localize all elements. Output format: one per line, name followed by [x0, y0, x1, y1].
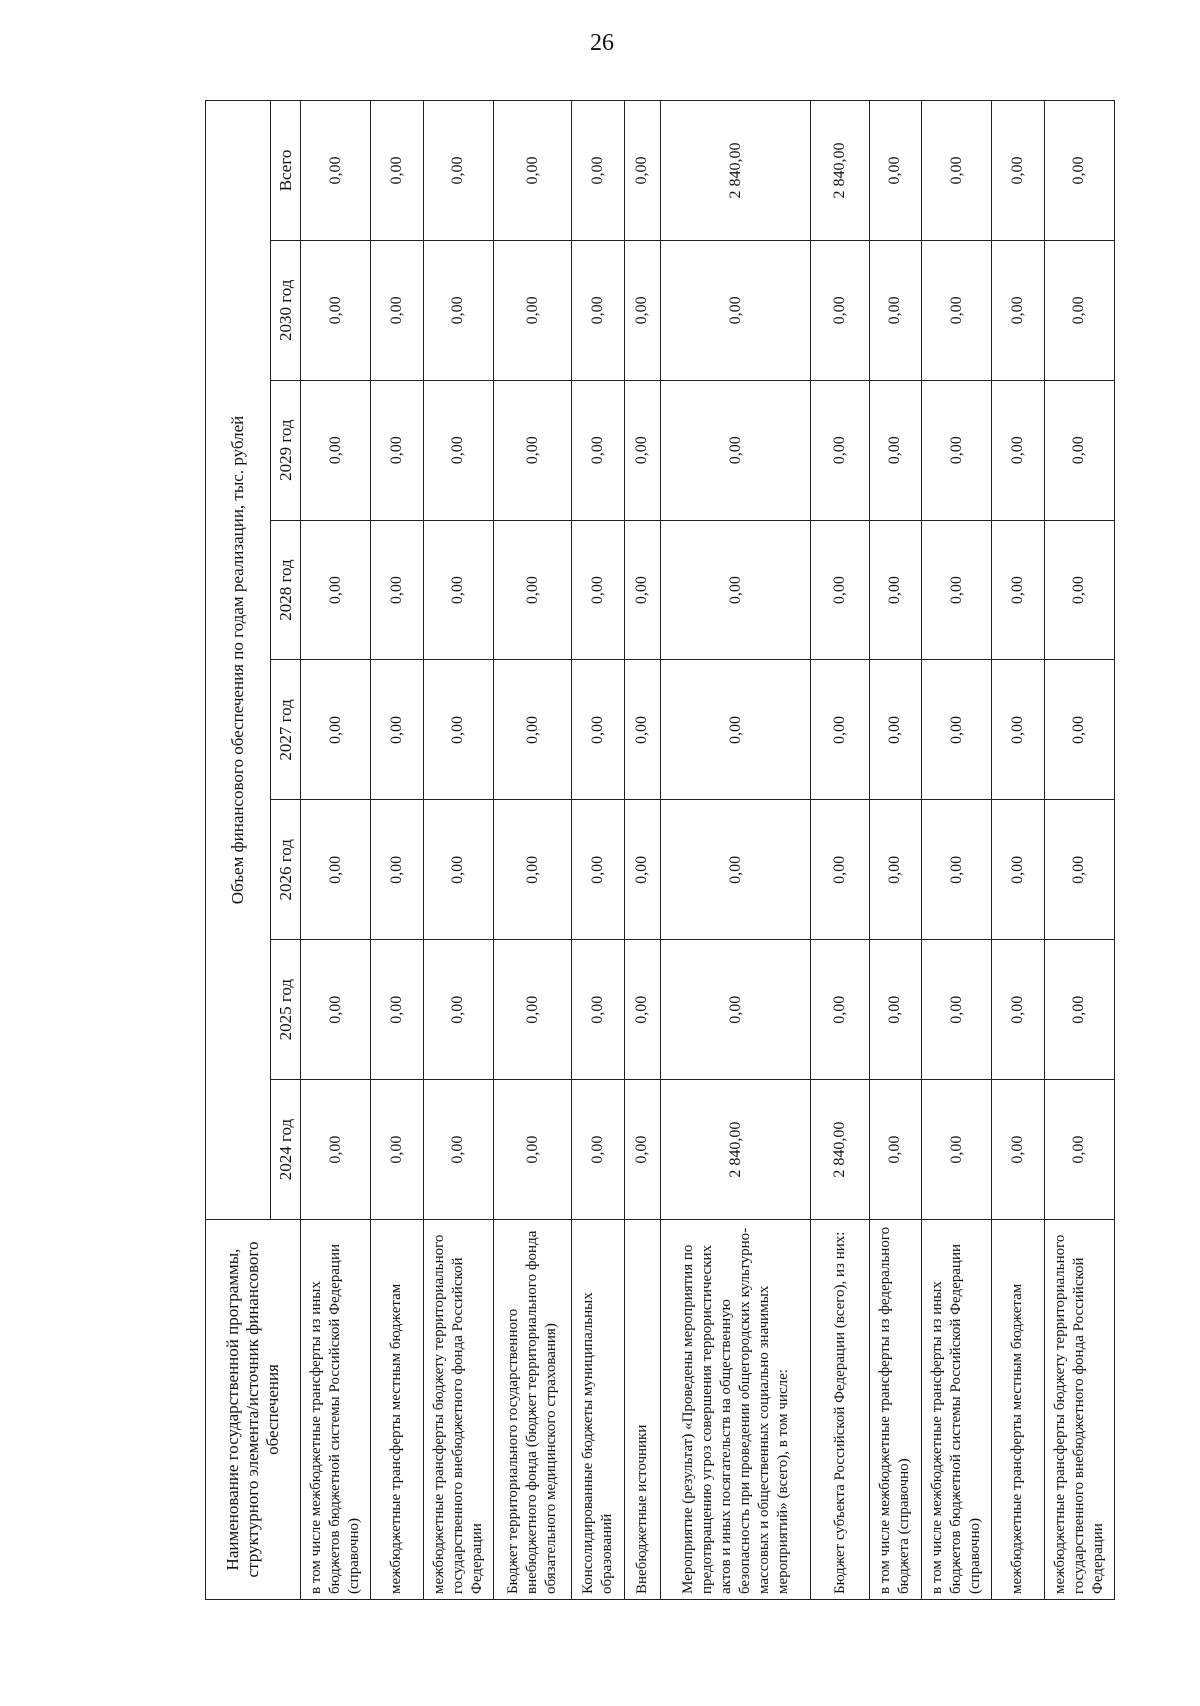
value-cell: 0,00: [992, 1080, 1044, 1220]
row-name-cell: Бюджет субъекта Российской Федерации (всего), из них:: [811, 1220, 869, 1600]
value-cell: 0,00: [301, 1080, 371, 1220]
value-cell: 0,00: [301, 800, 371, 940]
value-cell: 0,00: [371, 101, 423, 241]
value-cell: 0,00: [992, 101, 1044, 241]
table-row: [811, 101, 869, 1600]
value-cell: 0,00: [301, 940, 371, 1080]
value-cell: 0,00: [301, 520, 371, 660]
header-name-cell: Наименование государственной программы, структурного элемента/источник финансового обеспечения: [206, 1220, 301, 1600]
year-header-4: 2028 год: [271, 520, 301, 660]
table-row: [869, 101, 921, 1600]
value-cell: 0,00: [493, 240, 571, 380]
value-cell: 0,00: [423, 660, 493, 800]
value-cell: 0,00: [423, 101, 493, 241]
value-cell: 0,00: [624, 940, 660, 1080]
value-cell: 0,00: [869, 940, 921, 1080]
value-cell: 0,00: [1044, 380, 1114, 520]
value-cell: 0,00: [371, 940, 423, 1080]
value-cell: 0,00: [869, 800, 921, 940]
value-cell: 0,00: [992, 380, 1044, 520]
value-cell: 0,00: [922, 380, 992, 520]
value-cell: 0,00: [922, 101, 992, 241]
value-cell: 0,00: [572, 101, 624, 241]
value-cell: 0,00: [992, 520, 1044, 660]
value-cell: 0,00: [992, 660, 1044, 800]
row-name-cell: в том числе межбюджетные трансферты из иных бюджетов бюджетной системы Российской Федерации (справочно): [922, 1220, 992, 1600]
value-cell: 0,00: [572, 380, 624, 520]
value-cell: 0,00: [493, 660, 571, 800]
table-row: [371, 101, 423, 1600]
value-cell: 0,00: [301, 101, 371, 241]
value-cell: 0,00: [922, 800, 992, 940]
header-group-cell: Объем финансового обеспечения по годам реализации, тыс. рублей: [206, 101, 271, 1220]
value-cell: 0,00: [371, 520, 423, 660]
value-cell: 0,00: [371, 1080, 423, 1220]
value-cell: 0,00: [423, 800, 493, 940]
value-cell: 0,00: [1044, 1080, 1114, 1220]
table-row: [624, 101, 660, 1600]
row-name-cell: межбюджетные трансферты бюджету территориального государственного внебюджетного фонда Российской Федерации: [1044, 1220, 1114, 1600]
value-cell: 0,00: [1044, 240, 1114, 380]
value-cell: 0,00: [423, 520, 493, 660]
value-cell: 0,00: [1044, 800, 1114, 940]
value-cell: 0,00: [811, 520, 869, 660]
value-cell: 0,00: [1044, 101, 1114, 241]
value-cell: 2 840,00: [811, 1080, 869, 1220]
value-cell: 0,00: [811, 660, 869, 800]
value-cell: 0,00: [624, 800, 660, 940]
row-name-cell: Консолидированные бюджеты муниципальных образований: [572, 1220, 624, 1600]
value-cell: 0,00: [423, 940, 493, 1080]
value-cell: 2 840,00: [660, 101, 811, 241]
value-cell: 0,00: [992, 940, 1044, 1080]
year-header-6: 2030 год: [271, 240, 301, 380]
value-cell: 2 840,00: [660, 1080, 811, 1220]
value-cell: 0,00: [660, 800, 811, 940]
table-row: [660, 101, 811, 1600]
table-row: [493, 101, 571, 1600]
value-cell: 0,00: [624, 380, 660, 520]
value-cell: 0,00: [572, 800, 624, 940]
value-cell: 0,00: [660, 240, 811, 380]
value-cell: 0,00: [572, 940, 624, 1080]
value-cell: 0,00: [493, 101, 571, 241]
table-row: [301, 101, 371, 1600]
value-cell: 0,00: [371, 800, 423, 940]
table-row: [1044, 101, 1114, 1600]
value-cell: 0,00: [922, 660, 992, 800]
table-row: [423, 101, 493, 1600]
value-cell: 0,00: [992, 240, 1044, 380]
financing-table: [205, 100, 1115, 1600]
value-cell: 0,00: [301, 660, 371, 800]
value-cell: 0,00: [371, 240, 423, 380]
value-cell: 0,00: [423, 1080, 493, 1220]
value-cell: 0,00: [869, 101, 921, 241]
year-header-2: 2026 год: [271, 800, 301, 940]
value-cell: 0,00: [660, 940, 811, 1080]
value-cell: 0,00: [992, 800, 1044, 940]
year-header-5: 2029 год: [271, 380, 301, 520]
value-cell: 0,00: [660, 520, 811, 660]
value-cell: 0,00: [572, 520, 624, 660]
table-row: [922, 101, 992, 1600]
value-cell: 0,00: [922, 520, 992, 660]
value-cell: 2 840,00: [811, 101, 869, 241]
value-cell: 0,00: [371, 660, 423, 800]
row-name-cell: Бюджет территориального государственного внебюджетного фонда (бюджет территориального фонда обязательного медицинского страхования): [493, 1220, 571, 1600]
value-cell: 0,00: [922, 240, 992, 380]
row-name-cell: в том числе межбюджетные трансферты из федерального бюджета (справочно): [869, 1220, 921, 1600]
row-name-cell: межбюджетные трансферты местным бюджетам: [371, 1220, 423, 1600]
row-name-cell: Мероприятие (результат) «Проведены мероприятия по предотвращению угроз совершения террористических актов и иных посягательств на общественную безопасность при проведении общегородских культурно-массовых и общественных социально значимых мероприятий» (всего), в том числе:: [660, 1220, 811, 1600]
rotated-table-container: [205, 100, 1115, 1600]
value-cell: 0,00: [301, 240, 371, 380]
page-number: 26: [590, 30, 614, 56]
value-cell: 0,00: [869, 380, 921, 520]
row-name-cell: в том числе межбюджетные трансферты из иных бюджетов бюджетной системы Российской Федерации (справочно): [301, 1220, 371, 1600]
value-cell: 0,00: [493, 1080, 571, 1220]
row-name-cell: межбюджетные трансферты бюджету территориального государственного внебюджетного фонда Российской Федерации: [423, 1220, 493, 1600]
value-cell: 0,00: [811, 940, 869, 1080]
value-cell: 0,00: [869, 240, 921, 380]
year-header-3: 2027 год: [271, 660, 301, 800]
value-cell: 0,00: [624, 520, 660, 660]
value-cell: 0,00: [922, 940, 992, 1080]
row-name-cell: Внебюджетные источники: [624, 1220, 660, 1600]
value-cell: 0,00: [660, 660, 811, 800]
value-cell: 0,00: [423, 380, 493, 520]
value-cell: 0,00: [811, 240, 869, 380]
year-header-0: 2024 год: [271, 1080, 301, 1220]
value-cell: 0,00: [624, 240, 660, 380]
value-cell: 0,00: [869, 520, 921, 660]
row-name-cell: межбюджетные трансферты местным бюджетам: [992, 1220, 1044, 1600]
value-cell: 0,00: [624, 660, 660, 800]
value-cell: 0,00: [922, 1080, 992, 1220]
value-cell: 0,00: [493, 940, 571, 1080]
value-cell: 0,00: [572, 660, 624, 800]
value-cell: 0,00: [869, 660, 921, 800]
value-cell: 0,00: [660, 380, 811, 520]
value-cell: 0,00: [1044, 660, 1114, 800]
table-row: [572, 101, 624, 1600]
value-cell: 0,00: [301, 380, 371, 520]
value-cell: 0,00: [869, 1080, 921, 1220]
value-cell: 0,00: [572, 240, 624, 380]
value-cell: 0,00: [1044, 940, 1114, 1080]
value-cell: 0,00: [1044, 520, 1114, 660]
value-cell: 0,00: [493, 520, 571, 660]
value-cell: 0,00: [493, 380, 571, 520]
value-cell: 0,00: [423, 240, 493, 380]
value-cell: 0,00: [493, 800, 571, 940]
value-cell: 0,00: [624, 1080, 660, 1220]
value-cell: 0,00: [371, 380, 423, 520]
value-cell: 0,00: [624, 101, 660, 241]
table-row: [992, 101, 1044, 1600]
year-header-7: Всего: [271, 101, 301, 241]
value-cell: 0,00: [811, 800, 869, 940]
year-header-1: 2025 год: [271, 940, 301, 1080]
value-cell: 0,00: [572, 1080, 624, 1220]
value-cell: 0,00: [811, 380, 869, 520]
